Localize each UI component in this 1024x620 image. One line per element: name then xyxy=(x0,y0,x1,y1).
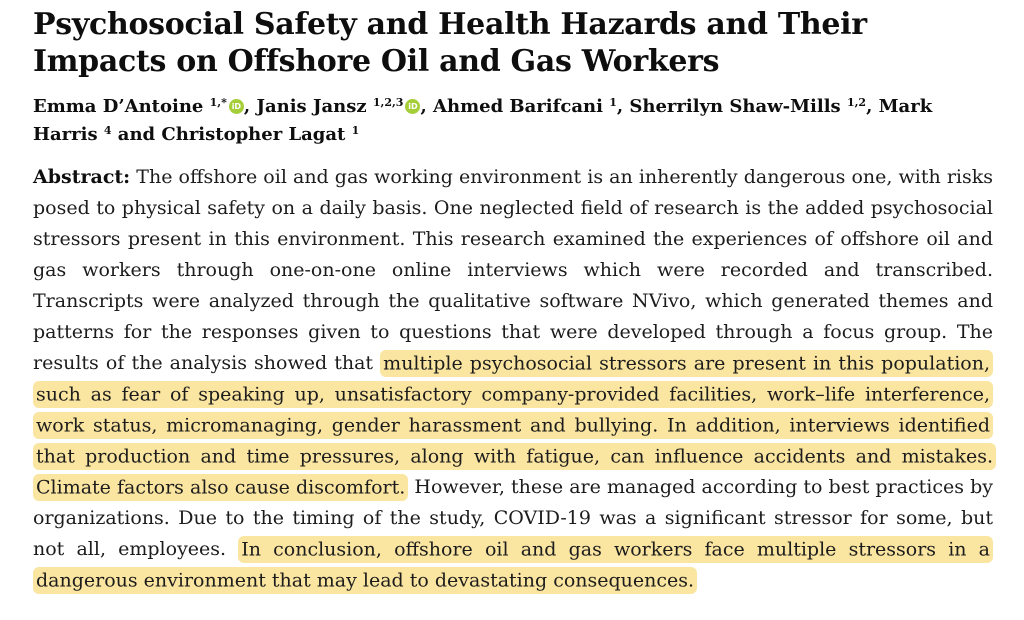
author-affiliation-sup: 1,2 xyxy=(846,96,867,109)
abstract-highlight: multiple psychosocial stressors are present in this population, such as fear of speaking up, unsatisfactory company-provided facilities, work–life interference, work status, micromanaging, gender harassment and bullying. In addition, interviews identified that production and time pressures, along with fatigue, can influence accidents and mistakes. xyxy=(33,350,996,470)
abstract-label: Abstract: xyxy=(33,166,131,188)
author-separator: , xyxy=(866,96,879,117)
author-separator: , xyxy=(420,96,434,117)
abstract-text xyxy=(33,166,996,594)
author-name: Janis Jansz xyxy=(256,96,373,117)
author-name: Emma D’Antoine xyxy=(33,96,210,117)
author-name: Ahmed Barifcani xyxy=(433,96,610,117)
author-affiliation-sup: 4 xyxy=(103,124,112,137)
author-list xyxy=(33,93,993,149)
abstract-highlight: Climate factors also cause discomfort. xyxy=(33,474,408,501)
paper-title: Psychosocial Safety and Health Hazards and Their Impacts on Offshore Oil and Gas Workers xyxy=(33,7,867,79)
author-name: Sherrilyn Shaw-Mills xyxy=(629,96,847,117)
author-separator: and xyxy=(111,124,162,145)
author-affiliation-sup: 1 xyxy=(351,124,360,137)
author-affiliation-sup: 1,2,3 xyxy=(372,96,404,109)
author-affiliation-sup: 1 xyxy=(609,96,617,109)
abstract-highlight: In conclusion, offshore oil and gas workers face multiple stressors in a dangerous environment that may lead to devastating consequences. xyxy=(33,536,993,594)
orcid-icon[interactable]: iD xyxy=(405,99,420,114)
orcid-icon[interactable]: iD xyxy=(229,99,244,114)
author-name: Mark Harris xyxy=(33,96,933,145)
abstract-segment: However, these are managed according to best practices by organizations. Due to the timing of the study, COVID-19 was a significant stressor for some, but not all, employees. xyxy=(33,476,993,560)
author-name: Christopher Lagat xyxy=(161,124,352,145)
author-separator: , xyxy=(243,96,257,117)
author-affiliation-sup: 1,* xyxy=(209,96,227,109)
abstract-paragraph xyxy=(33,162,993,596)
abstract-segment: The offshore oil and gas working environment is an inherently dangerous one, with risks posed to physical safety on a daily basis. One neglected field of research is the added psychosocial stressors present in this environment. This research examined the experiences of offshore oil and gas workers through one-on-one online interviews which were recorded and transcribed. Transcripts were analyzed through the qualitative software NVivo, which generated themes and patterns for the responses given to questions that were developed through a focus group. The results of the analysis showed that xyxy=(33,166,993,374)
author-separator: , xyxy=(616,96,630,117)
